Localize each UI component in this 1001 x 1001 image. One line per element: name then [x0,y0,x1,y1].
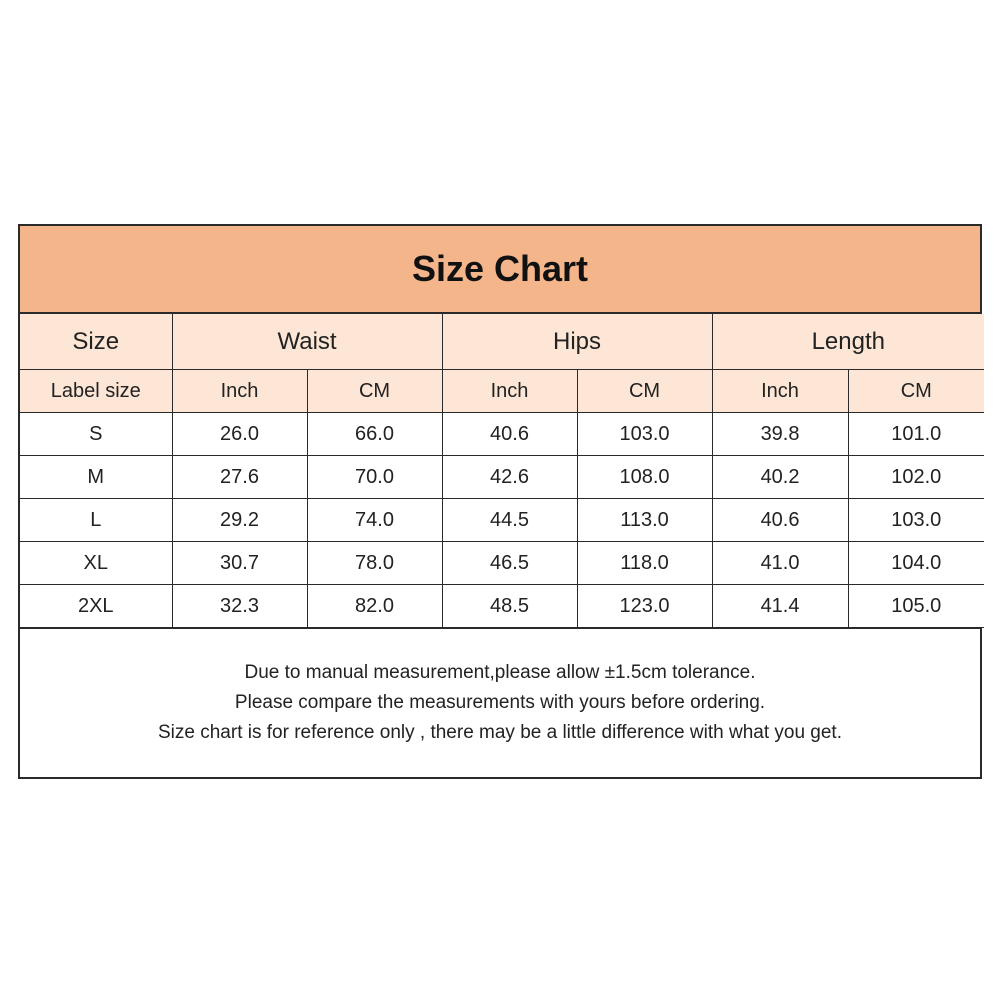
table-row [20,585,984,628]
size-label-cell: XL [20,542,172,585]
table-cell: 70.0 [307,456,442,499]
table-cell: 102.0 [848,456,984,499]
unit-header-row [20,370,984,413]
table-cell: 41.4 [712,585,848,628]
size-label-cell: L [20,499,172,542]
table-cell: 41.0 [712,542,848,585]
length-group-header: Length [712,314,984,370]
size-group-header: Size [20,314,172,370]
waist-group-header: Waist [172,314,442,370]
length-cm-header: CM [848,370,984,413]
table-cell: 40.2 [712,456,848,499]
table-row [20,542,984,585]
size-chart [18,224,982,779]
table-cell: 26.0 [172,413,307,456]
table-cell: 39.8 [712,413,848,456]
waist-inch-header: Inch [172,370,307,413]
label-size-header: Label size [20,370,172,413]
table-cell: 113.0 [577,499,712,542]
table-cell: 66.0 [307,413,442,456]
chart-title: Size Chart [411,248,589,289]
table-cell: 118.0 [577,542,712,585]
reference-note: Size chart is for reference only , there may be a little difference with what you get. [158,722,842,743]
table-cell: 32.3 [172,585,307,628]
table-cell: 40.6 [442,413,577,456]
table-cell: 103.0 [577,413,712,456]
table-cell: 30.7 [172,542,307,585]
table-cell: 104.0 [848,542,984,585]
hips-inch-header: Inch [442,370,577,413]
hips-group-header: Hips [442,314,712,370]
table-cell: 46.5 [442,542,577,585]
table-cell: 101.0 [848,413,984,456]
table-cell: 44.5 [442,499,577,542]
notes-section [20,628,980,777]
waist-cm-header: CM [307,370,442,413]
table-cell: 48.5 [442,585,577,628]
compare-note: Please compare the measurements with yours before ordering. [234,692,766,713]
title-bar [20,226,980,314]
table-cell: 78.0 [307,542,442,585]
group-header-row [20,314,984,370]
table-cell: 103.0 [848,499,984,542]
size-table [20,314,984,628]
size-label-cell: 2XL [20,585,172,628]
table-cell: 40.6 [712,499,848,542]
table-row [20,499,984,542]
table-cell: 108.0 [577,456,712,499]
table-cell: 74.0 [307,499,442,542]
table-row [20,456,984,499]
table-cell: 123.0 [577,585,712,628]
table-cell: 29.2 [172,499,307,542]
table-cell: 27.6 [172,456,307,499]
hips-cm-header: CM [577,370,712,413]
table-cell: 105.0 [848,585,984,628]
size-label-cell: M [20,456,172,499]
size-label-cell: S [20,413,172,456]
tolerance-note: Due to manual measurement,please allow ±1.5cm tolerance. [244,662,756,683]
table-row [20,413,984,456]
length-inch-header: Inch [712,370,848,413]
table-cell: 82.0 [307,585,442,628]
table-cell: 42.6 [442,456,577,499]
